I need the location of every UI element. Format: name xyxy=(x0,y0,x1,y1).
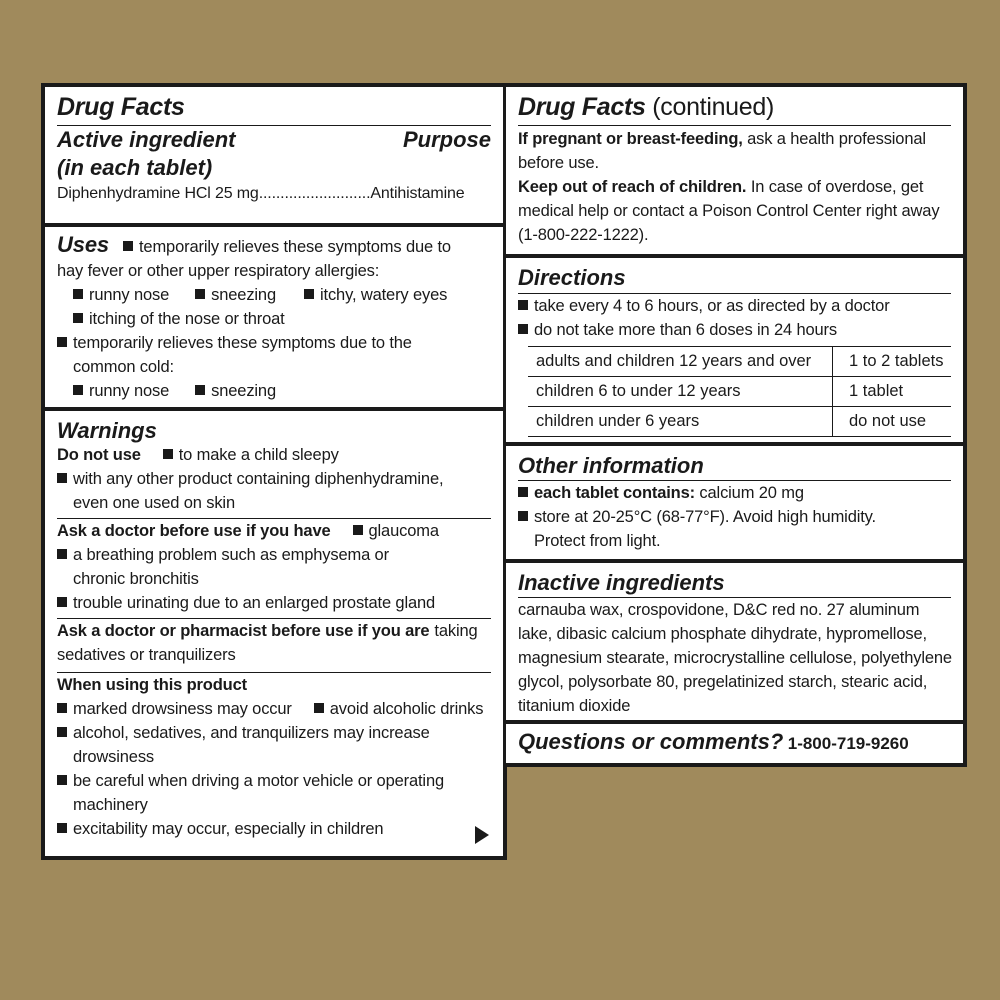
do-not-use-3: even one used on skin xyxy=(73,494,235,512)
bullet-icon xyxy=(518,511,528,521)
when-using-3: alcohol, sedatives, and tranquilizers may increase xyxy=(73,724,430,742)
uses-line-3: temporarily relieves these symptoms due to the xyxy=(73,334,412,352)
other-information-section xyxy=(506,446,963,559)
symptom-sneezing-2: sneezing xyxy=(211,382,276,400)
bullet-icon xyxy=(57,473,67,483)
warnings-section xyxy=(45,411,503,856)
uses-line-4: common cold: xyxy=(73,358,174,376)
bullet-icon xyxy=(73,385,83,395)
table-row xyxy=(528,347,951,377)
keep-out-heading: Keep out of reach of children. xyxy=(518,178,747,196)
ask-doctor-4: trouble urinating due to an enlarged prostate gland xyxy=(73,594,436,612)
bullet-icon xyxy=(304,289,314,299)
inactive-line-4: glycol, polysorbate 80, pregelatinized starch, stearic acid, xyxy=(518,673,928,691)
bullet-icon xyxy=(57,703,67,713)
ask-doctor-2: a breathing problem such as emphysema or xyxy=(73,546,389,564)
bullet-icon xyxy=(73,289,83,299)
directions-section xyxy=(506,258,963,442)
ingredient-name: Diphenhydramine HCl 25 mg xyxy=(57,185,259,202)
when-using-5: be careful when driving a motor vehicle or operating xyxy=(73,772,444,790)
ask-pharmacist-1: taking xyxy=(434,622,478,640)
dosage-who: children under 6 years xyxy=(528,407,833,437)
inactive-line-3: magnesium stearate, microcrystalline cellulose, polyethylene xyxy=(518,649,952,667)
ask-pharmacist-heading: Ask a doctor or pharmacist before use if you are xyxy=(57,622,430,640)
active-ingredient-heading: Active ingredient xyxy=(57,127,236,152)
continued-section xyxy=(506,87,963,254)
other-info-2: store at 20-25°C (68-77°F). Avoid high humidity. xyxy=(534,508,876,526)
bullet-icon xyxy=(57,823,67,833)
active-ingredient-subheading: (in each tablet) xyxy=(57,155,213,180)
bullet-icon xyxy=(314,703,324,713)
keep-out-text-3: (1-800-222-1222). xyxy=(518,226,649,244)
continued-suffix: (continued) xyxy=(652,93,775,121)
bullet-icon xyxy=(518,324,528,334)
purpose-heading: Purpose xyxy=(402,127,491,152)
inactive-line-2: lake, dibasic calcium phosphate dihydrate, hypromellose, xyxy=(518,625,927,643)
other-info-1: calcium 20 mg xyxy=(699,484,804,502)
continue-arrow-icon xyxy=(475,826,489,844)
bullet-icon xyxy=(73,313,83,323)
bullet-icon xyxy=(57,727,67,737)
leader-dots: .......................... xyxy=(258,185,371,202)
table-row xyxy=(528,407,951,437)
drug-facts-title: Drug Facts xyxy=(57,93,185,121)
directions-2: do not take more than 6 doses in 24 hours xyxy=(534,321,837,339)
keep-out-text-2: medical help or contact a Poison Control Center right away xyxy=(518,202,940,220)
ask-pharmacist-2: sedatives or tranquilizers xyxy=(57,646,236,664)
table-row xyxy=(528,377,951,407)
uses-section xyxy=(45,227,503,407)
do-not-use-2: with any other product containing diphenhydramine, xyxy=(73,470,444,488)
bullet-icon xyxy=(353,525,363,535)
symptom-itchy-eyes: itchy, watery eyes xyxy=(320,286,448,304)
when-using-2: avoid alcoholic drinks xyxy=(329,700,484,718)
when-using-heading: When using this product xyxy=(57,676,247,694)
bullet-icon xyxy=(57,775,67,785)
when-using-6: machinery xyxy=(73,796,148,814)
bullet-icon xyxy=(57,337,67,347)
bullet-icon xyxy=(518,300,528,310)
keep-out-text: In case of overdose, get xyxy=(750,178,924,196)
symptom-sneezing: sneezing xyxy=(211,286,276,304)
continued-title: Drug Facts xyxy=(518,93,646,121)
dosage-table xyxy=(528,346,951,437)
symptom-runny-nose-2: runny nose xyxy=(89,382,170,400)
active-ingredient-section xyxy=(45,87,503,223)
inactive-line-5: titanium dioxide xyxy=(518,697,631,715)
bullet-icon xyxy=(518,487,528,497)
dosage-amount: 1 tablet xyxy=(833,377,952,407)
bullet-icon xyxy=(57,549,67,559)
bullet-icon xyxy=(163,449,173,459)
uses-line-2: hay fever or other upper respiratory allergies: xyxy=(57,262,380,280)
inactive-line-1: carnauba wax, crospovidone, D&C red no. 27 aluminum xyxy=(518,601,920,619)
dosage-who: adults and children 12 years and over xyxy=(528,347,833,377)
ingredient-purpose: Antihistamine xyxy=(370,185,465,202)
do-not-use-heading: Do not use xyxy=(57,446,141,464)
drug-facts-left-column xyxy=(41,83,507,860)
ask-doctor-3: chronic bronchitis xyxy=(73,570,199,588)
questions-phone: 1-800-719-9260 xyxy=(787,734,909,753)
dosage-who: children 6 to under 12 years xyxy=(528,377,833,407)
drug-facts-right-column xyxy=(506,83,967,767)
bullet-icon xyxy=(57,597,67,607)
other-info-title: Other information xyxy=(518,453,704,478)
dosage-amount: 1 to 2 tablets xyxy=(833,347,952,377)
bullet-icon xyxy=(123,241,133,251)
dosage-amount: do not use xyxy=(833,407,952,437)
directions-title: Directions xyxy=(518,265,626,290)
questions-section xyxy=(506,724,963,763)
do-not-use-1: to make a child sleepy xyxy=(178,446,339,464)
bullet-icon xyxy=(195,289,205,299)
pregnant-text-2: before use. xyxy=(518,154,599,172)
symptom-runny-nose: runny nose xyxy=(89,286,170,304)
when-using-1: marked drowsiness may occur xyxy=(73,700,292,718)
ask-doctor-1: glaucoma xyxy=(368,522,439,540)
other-info-3: Protect from light. xyxy=(534,532,661,550)
questions-title: Questions or comments? xyxy=(518,729,784,754)
when-using-7: excitability may occur, especially in children xyxy=(73,820,384,838)
ingredient-line xyxy=(57,182,491,206)
pregnant-heading: If pregnant or breast-feeding, xyxy=(518,130,743,148)
inactive-ingredients-section xyxy=(506,563,963,720)
other-info-1-heading: each tablet contains: xyxy=(534,484,695,502)
symptom-itching: itching of the nose or throat xyxy=(89,310,285,328)
when-using-4: drowsiness xyxy=(73,748,155,766)
uses-line-1: temporarily relieves these symptoms due to xyxy=(139,238,451,256)
uses-title: Uses xyxy=(57,232,109,257)
directions-1: take every 4 to 6 hours, or as directed by a doctor xyxy=(534,297,890,315)
bullet-icon xyxy=(195,385,205,395)
inactive-title: Inactive ingredients xyxy=(518,570,725,595)
pregnant-text: ask a health professional xyxy=(747,130,926,148)
warnings-title: Warnings xyxy=(57,418,157,443)
ask-doctor-heading: Ask a doctor before use if you have xyxy=(57,522,331,540)
